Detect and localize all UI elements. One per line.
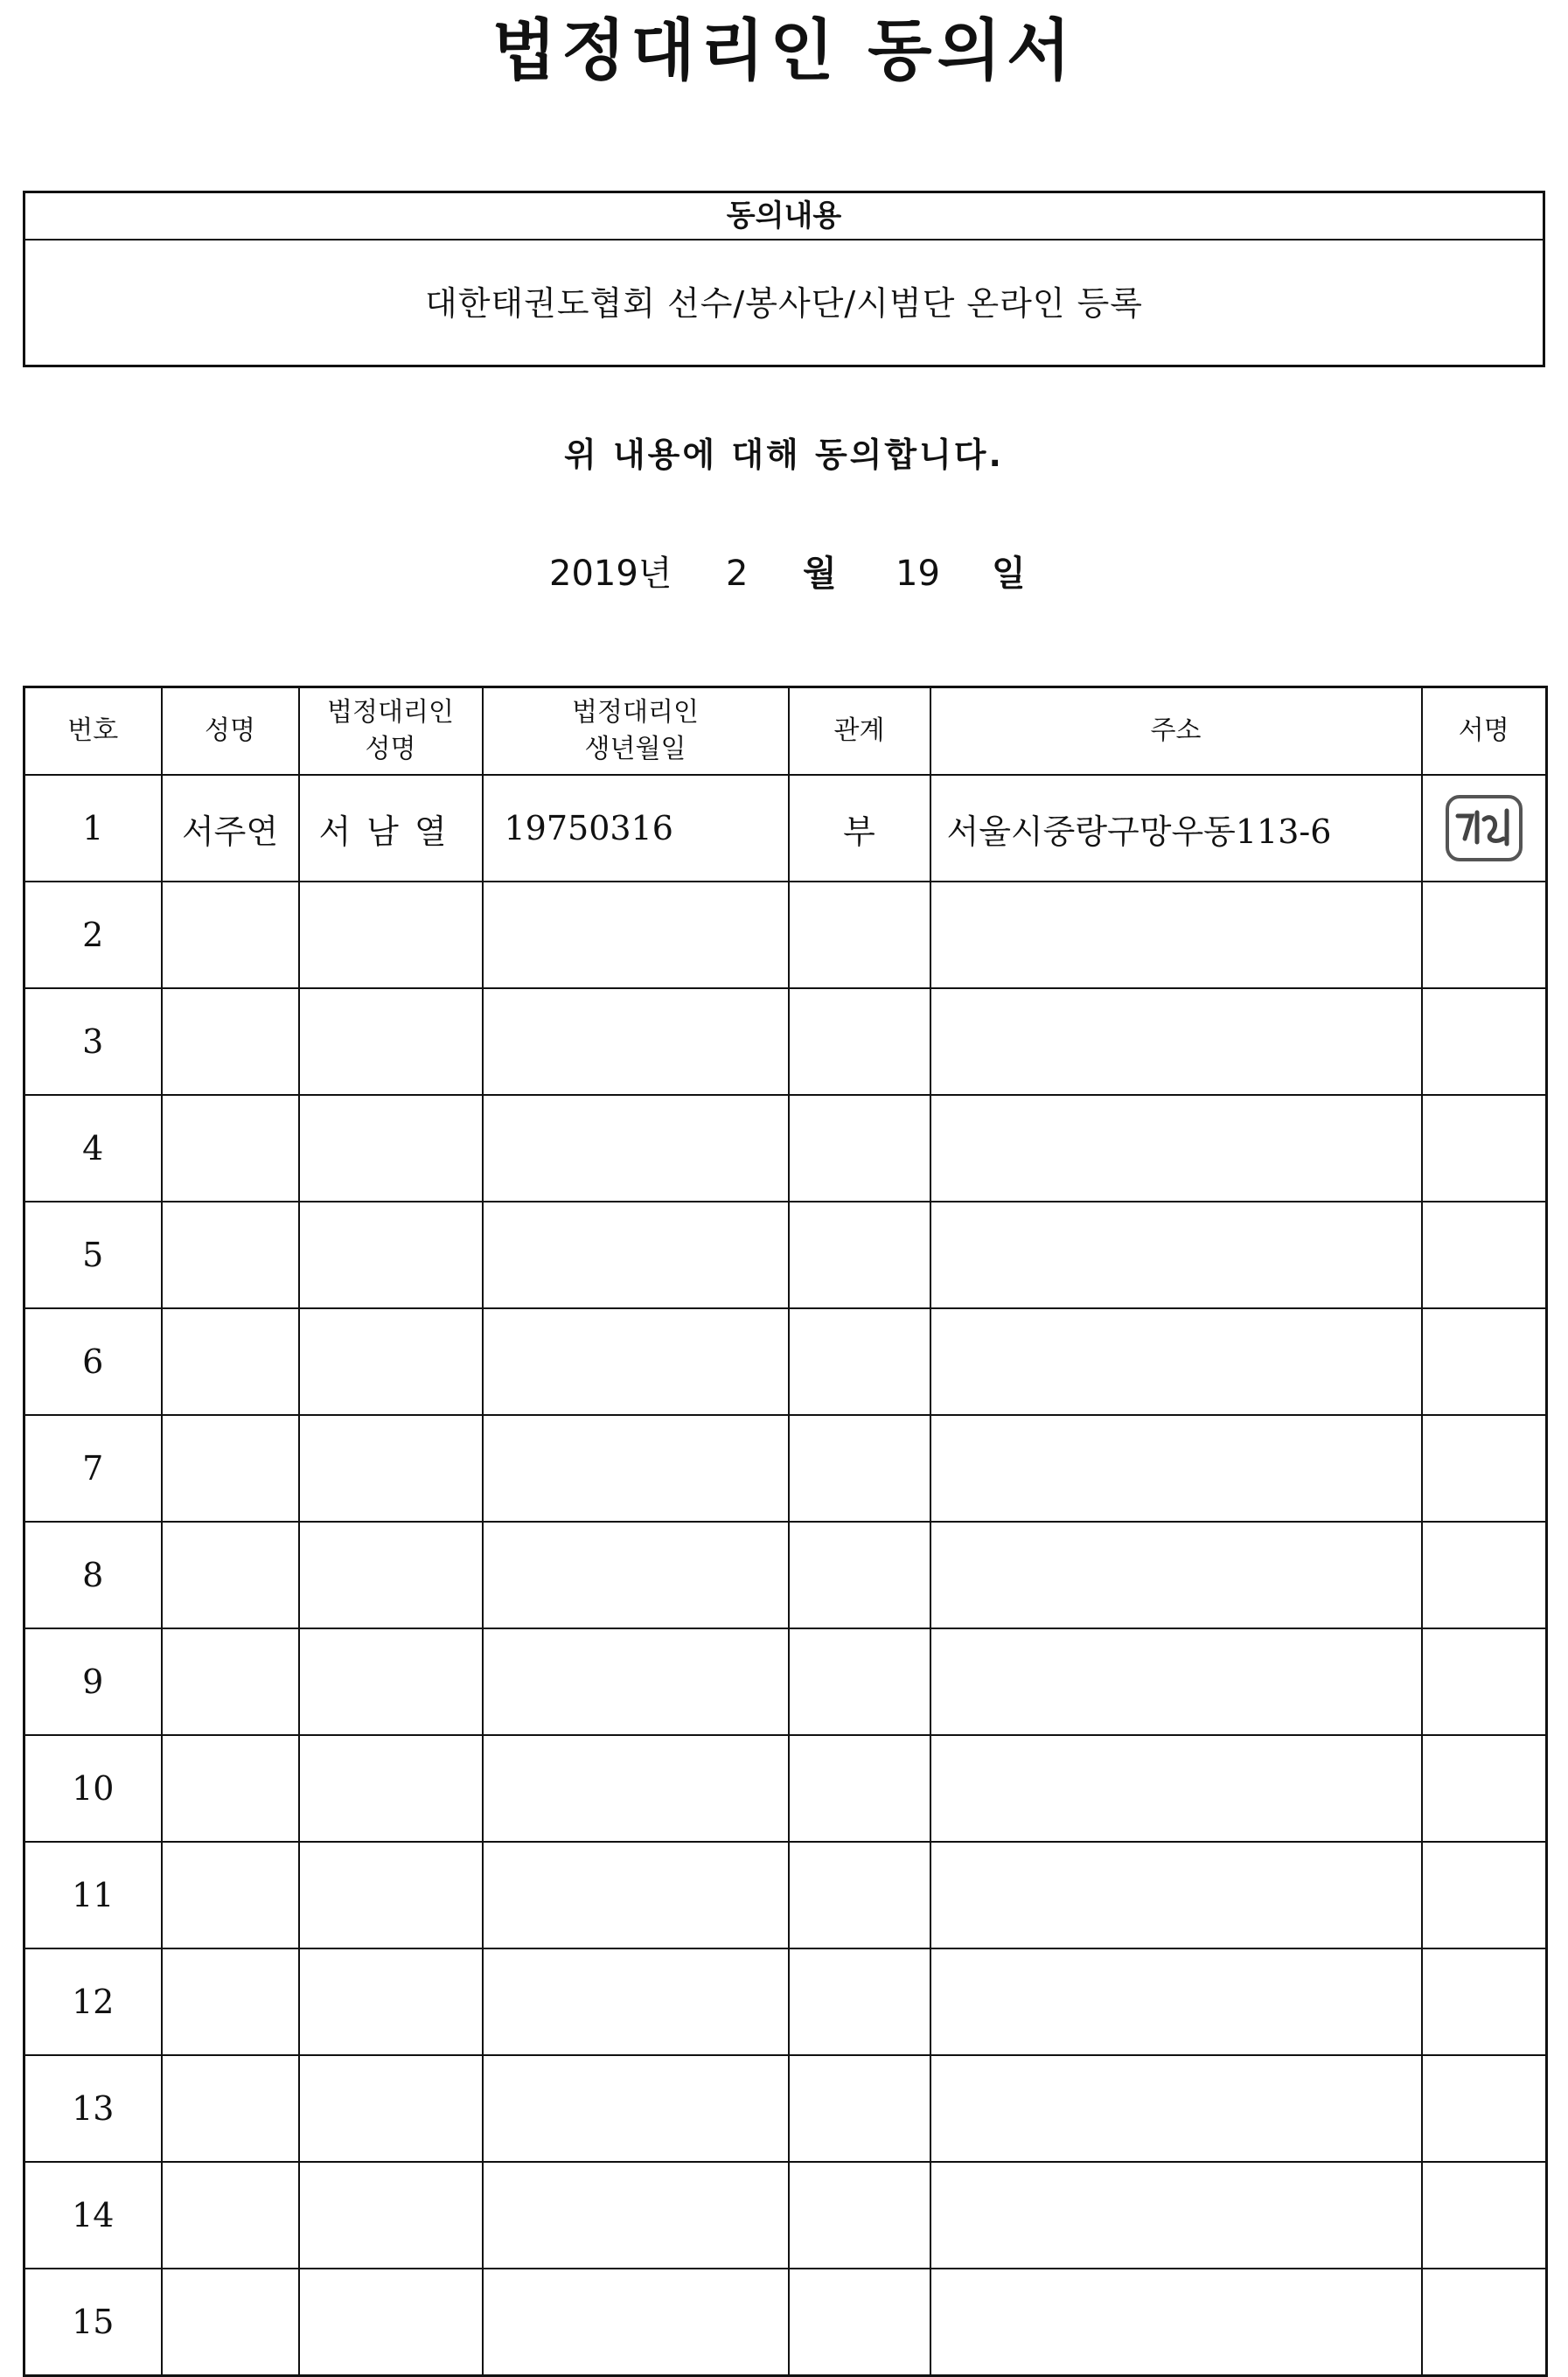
cell-no: 15: [24, 2269, 162, 2376]
cell-address: [930, 1308, 1422, 1415]
cell-signature: [1422, 1415, 1547, 1522]
cell-signature: [1422, 1202, 1547, 1308]
cell-rep-birth: [483, 2055, 789, 2162]
date-day: 19: [896, 554, 940, 594]
cell-name: [162, 2162, 299, 2269]
consent-content-text: 대한태권도협회 선수/봉사단/시범단 온라인 등록: [424, 284, 1143, 323]
cell-no: 2: [24, 882, 162, 988]
header-rep-name: [299, 687, 483, 776]
table-row: [24, 2055, 1547, 2162]
cell-name: [162, 1308, 299, 1415]
table-row: [24, 1735, 1547, 1842]
header-rep-name-line1: 법정대리인: [327, 697, 454, 728]
date-month: 2: [726, 554, 749, 594]
cell-rep-birth: [483, 1095, 789, 1202]
cell-rep-name: [299, 1202, 483, 1308]
cell-address: 서울시중랑구망우동113-6: [930, 775, 1422, 882]
cell-rep-birth: [483, 1735, 789, 1842]
cell-relation: [789, 1842, 930, 1948]
cell-rep-birth: [483, 1415, 789, 1522]
cell-rep-name: [299, 1628, 483, 1735]
table-row: [24, 1948, 1547, 2055]
header-rep-birth: [483, 687, 789, 776]
cell-name: 서주연: [162, 775, 299, 882]
cell-relation: [789, 1308, 930, 1415]
table-row: [24, 1415, 1547, 1522]
cell-rep-name: [299, 1948, 483, 2055]
cell-name: [162, 1842, 299, 1948]
cell-name: [162, 1522, 299, 1628]
cell-rep-name: [299, 1095, 483, 1202]
cell-name: [162, 1628, 299, 1735]
cell-no: 4: [24, 1095, 162, 1202]
cell-address: [930, 1415, 1422, 1522]
cell-rep-birth: [483, 1948, 789, 2055]
table-row: [24, 882, 1547, 988]
cell-rep-name: [299, 2055, 483, 2162]
cell-no: 11: [24, 1842, 162, 1948]
document-title: 법정대리인 동의서: [491, 11, 1077, 89]
cell-address: [930, 2162, 1422, 2269]
cell-rep-name: [299, 2162, 483, 2269]
cell-signature: [1422, 1308, 1547, 1415]
cell-no: 10: [24, 1735, 162, 1842]
signature-stamp-icon: [1442, 790, 1526, 867]
cell-address: [930, 988, 1422, 1095]
cell-rep-name: [299, 1522, 483, 1628]
table-row: [24, 2269, 1547, 2376]
table-row: [24, 988, 1547, 1095]
cell-relation: [789, 1522, 930, 1628]
cell-rep-name: [299, 882, 483, 988]
cell-signature: [1422, 1842, 1547, 1948]
cell-name: [162, 988, 299, 1095]
cell-signature: [1422, 1948, 1547, 2055]
cell-address: [930, 1842, 1422, 1948]
cell-relation: [789, 1415, 930, 1522]
header-rep-birth-line2: 생년월일: [584, 734, 686, 764]
table-row: [24, 1308, 1547, 1415]
cell-rep-birth: [483, 1842, 789, 1948]
cell-name: [162, 2055, 299, 2162]
cell-rep-birth: [483, 988, 789, 1095]
cell-name: [162, 1735, 299, 1842]
cell-rep-birth: [483, 1308, 789, 1415]
cell-relation: [789, 2269, 930, 2376]
cell-rep-birth: [483, 1522, 789, 1628]
header-rep-name-line2: 성명: [365, 734, 416, 764]
header-signature: 서명: [1422, 687, 1547, 776]
cell-rep-name: [299, 1842, 483, 1948]
cell-address: [930, 1948, 1422, 2055]
cell-no: 1: [24, 775, 162, 882]
cell-no: 8: [24, 1522, 162, 1628]
cell-address: [930, 1628, 1422, 1735]
header-name: 성명: [162, 687, 299, 776]
cell-signature: [1422, 2162, 1547, 2269]
cell-rep-birth: [483, 1202, 789, 1308]
cell-signature: [1422, 775, 1547, 882]
cell-address: [930, 2269, 1422, 2376]
table-row: [24, 775, 1547, 882]
legal-representative-table: [23, 686, 1548, 2377]
cell-no: 13: [24, 2055, 162, 2162]
cell-relation: [789, 1948, 930, 2055]
agreement-statement: 위 내용에 대해 동의합니다.: [564, 436, 1004, 474]
consent-content-box: [23, 191, 1545, 367]
table-row: [24, 1095, 1547, 1202]
cell-name: [162, 1948, 299, 2055]
table-row: [24, 2162, 1547, 2269]
cell-signature: [1422, 882, 1547, 988]
cell-relation: [789, 1095, 930, 1202]
table-header-row: [24, 687, 1547, 776]
cell-rep-name: [299, 1735, 483, 1842]
cell-relation: 부: [789, 775, 930, 882]
cell-relation: [789, 2055, 930, 2162]
cell-signature: [1422, 1735, 1547, 1842]
cell-relation: [789, 2162, 930, 2269]
header-address: 주소: [930, 687, 1422, 776]
cell-no: 5: [24, 1202, 162, 1308]
cell-signature: [1422, 2269, 1547, 2376]
cell-rep-name: [299, 1415, 483, 1522]
date-month-label: 월: [803, 554, 837, 594]
cell-rep-name: [299, 988, 483, 1095]
cell-signature: [1422, 2055, 1547, 2162]
cell-address: [930, 882, 1422, 988]
signing-date: [0, 547, 1568, 600]
table-row: [24, 1628, 1547, 1735]
cell-relation: [789, 988, 930, 1095]
cell-relation: [789, 1202, 930, 1308]
cell-name: [162, 1202, 299, 1308]
cell-relation: [789, 1628, 930, 1735]
cell-name: [162, 1415, 299, 1522]
cell-rep-name: [299, 2269, 483, 2376]
header-relation: 관계: [789, 687, 930, 776]
cell-name: [162, 2269, 299, 2376]
cell-address: [930, 2055, 1422, 2162]
cell-signature: [1422, 1628, 1547, 1735]
consent-content-header: 동의내용: [25, 193, 1543, 240]
cell-address: [930, 1735, 1422, 1842]
table-row: [24, 1842, 1547, 1948]
cell-address: [930, 1522, 1422, 1628]
cell-rep-birth: [483, 882, 789, 988]
cell-signature: [1422, 988, 1547, 1095]
cell-no: 6: [24, 1308, 162, 1415]
cell-signature: [1422, 1522, 1547, 1628]
cell-rep-name: 서남열: [299, 775, 483, 882]
cell-rep-birth: [483, 2162, 789, 2269]
cell-name: [162, 1095, 299, 1202]
date-year: 2019년: [549, 554, 672, 594]
cell-rep-birth: 19750316: [483, 775, 789, 882]
cell-no: 9: [24, 1628, 162, 1735]
cell-no: 7: [24, 1415, 162, 1522]
header-rep-birth-line1: 법정대리인: [572, 697, 699, 728]
cell-relation: [789, 882, 930, 988]
cell-signature: [1422, 1095, 1547, 1202]
cell-no: 3: [24, 988, 162, 1095]
cell-rep-birth: [483, 1628, 789, 1735]
table-row: [24, 1522, 1547, 1628]
cell-rep-name: [299, 1308, 483, 1415]
date-day-label: 일: [992, 554, 1026, 594]
cell-rep-birth: [483, 2269, 789, 2376]
cell-relation: [789, 1735, 930, 1842]
table-row: [24, 1202, 1547, 1308]
header-no: 번호: [24, 687, 162, 776]
cell-address: [930, 1095, 1422, 1202]
cell-no: 14: [24, 2162, 162, 2269]
cell-no: 12: [24, 1948, 162, 2055]
cell-name: [162, 882, 299, 988]
cell-address: [930, 1202, 1422, 1308]
